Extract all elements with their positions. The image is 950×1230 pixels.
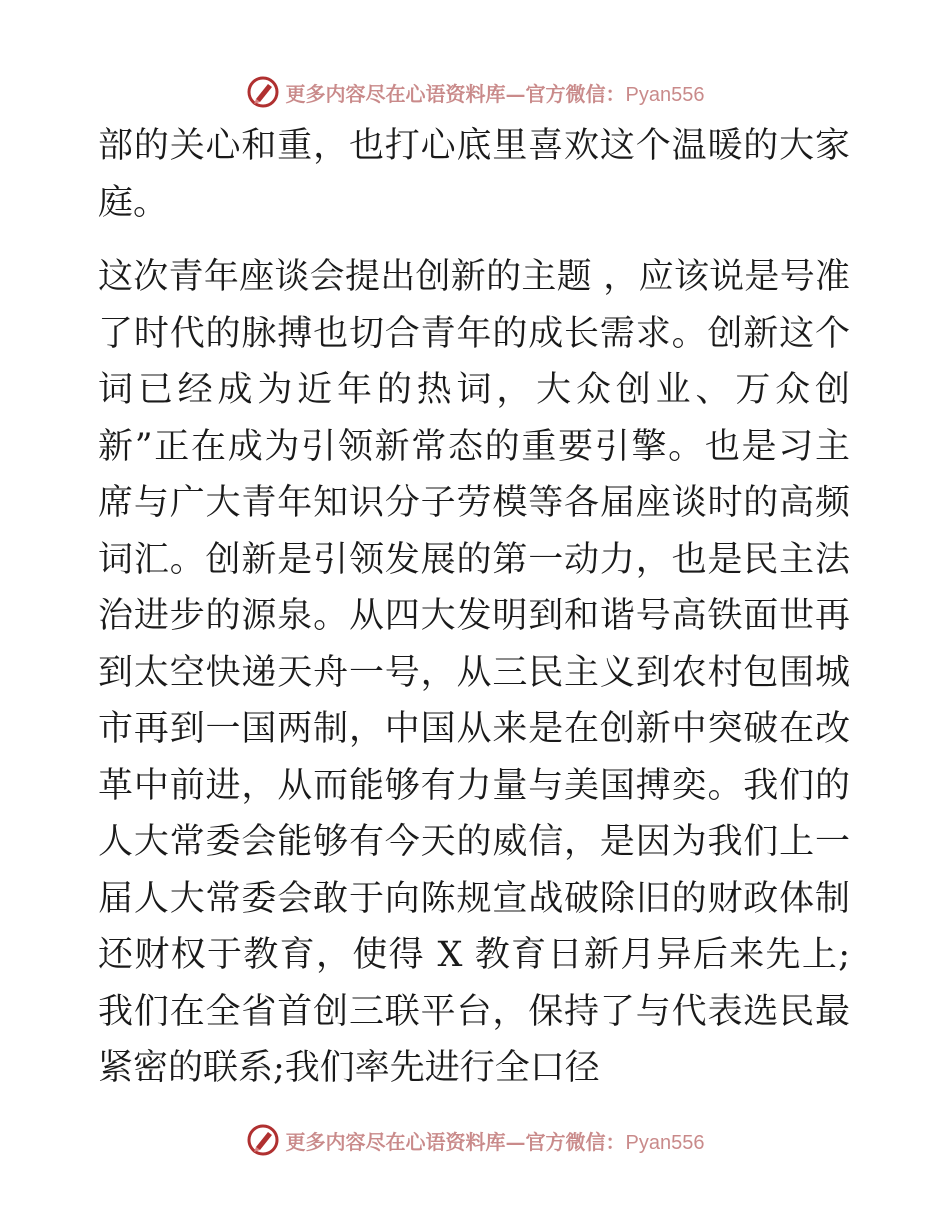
paragraph: 部的关心和重，也打心底里喜欢这个温暖的大家庭。 xyxy=(98,126,850,223)
pen-logo-icon xyxy=(246,1123,280,1157)
pen-logo-icon xyxy=(246,75,280,109)
footer-watermark xyxy=(0,1120,950,1160)
header-watermark xyxy=(0,72,950,112)
watermark-wechat-id: Pyan556 xyxy=(625,1131,705,1154)
paragraph: 这次青年座谈会提出创新的主题 ，应该说是号准了时代的脉搏也切合青年的成长需求。创新这个词已经成为近年的热词，大众创业、万众创新”正在成为引领新常态的重要引擎。也是习主席与广大青年知识分子劳模等各届座谈时的高频词汇。创新是引领发展的第一动力，也是民主法治进步的源泉。从四大发明到和谐号高铁面世再到太空快递天舟一号，从三民主义到农村包围城市再到一国两制，中国从来是在创新中突破在改革中前进，从而能够有力量与美国搏奕。我们的人大常委会能够有今天的威信，是因为我们上一届人大常委会敢于向陈规宣战破除旧的财政体制还财权于教育，使得 X 教育日新月异后来先上;我们在全省首创三联平台，保持了与代表选民最紧密的联系;我们率先进行全口径 xyxy=(98,257,850,1088)
watermark-text: 更多内容尽在心语资料库—官方微信：Pyan556 xyxy=(285,1129,705,1154)
watermark-wechat-id: Pyan556 xyxy=(625,83,705,106)
document-body xyxy=(98,118,850,1097)
watermark-text: 更多内容尽在心语资料库—官方微信：Pyan556 xyxy=(285,81,705,106)
